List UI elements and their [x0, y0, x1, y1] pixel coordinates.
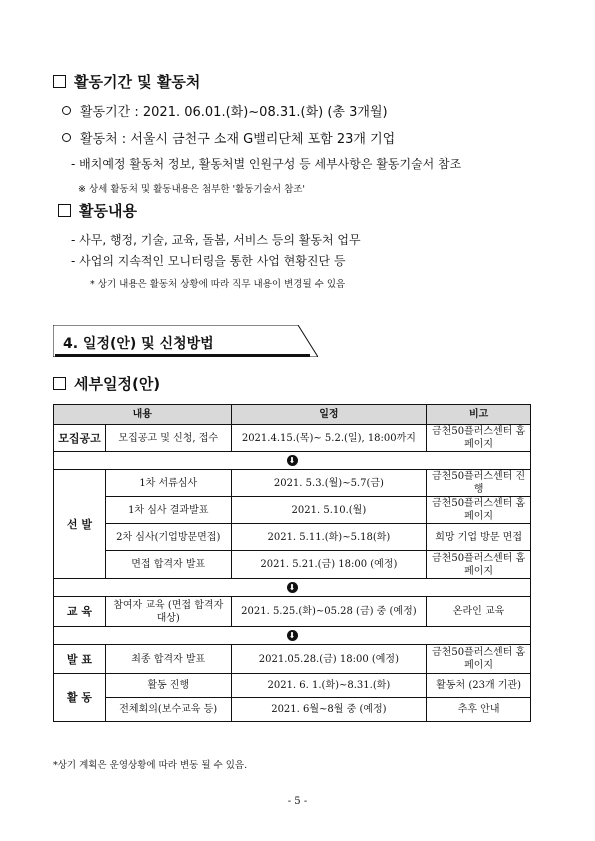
checkbox-square-icon — [58, 204, 71, 217]
content-cell: 1차 심사 결과발표 — [105, 497, 231, 524]
content-cell: 1차 서류심사 — [105, 470, 231, 497]
table-header-row — [54, 405, 531, 425]
category-cell: 모집공고 — [54, 425, 106, 452]
footnote: *상기 계획은 운영상황에 따라 변동 될 수 있음. — [53, 760, 248, 771]
note-cell: 온라인 교육 — [427, 597, 531, 627]
arrow-down-icon: ⬇ — [287, 630, 298, 641]
table-row — [54, 425, 531, 452]
schedule-cell: 2021. 6. 1.(화)~8.31.(화) — [231, 674, 427, 698]
page-number: - 5 - — [287, 796, 308, 807]
note-cell: 금천50플러스센터 홈페이지 — [427, 425, 531, 452]
checkbox-square-icon — [53, 377, 66, 390]
schedule-cell: 2021.4.15.(목)~ 5.2.(일), 18:00까지 — [231, 425, 427, 452]
schedule-cell: 2021. 5.3.(월)~5.7(금) — [231, 470, 427, 497]
activity-place-line: 활동처 : 서울시 금천구 소재 G밸리단체 포함 23개 기업 — [62, 128, 395, 147]
section-heading-schedule: 세부일정(안) — [53, 373, 160, 394]
note-cell: 금천50플러스센터 홈페이지 — [427, 645, 531, 674]
note-cell: 금천50플러스센터 진행 — [427, 470, 531, 497]
content-cell: 참여자 교육 (면접 합격자 대상) — [105, 597, 231, 627]
activity-content-note: * 상기 내용은 활동처 상황에 따라 직무 내용이 변경될 수 있음 — [90, 279, 346, 290]
content-cell: 전체회의(보수교육 등) — [105, 698, 231, 722]
activity-detail-note: - 배치예정 활동처 정보, 활동처별 인원구성 등 세부사항은 활동기술서 참조 — [71, 157, 462, 171]
schedule-cell: 2021. 5.21.(금) 18:00 (예정) — [231, 551, 427, 579]
circle-bullet-icon — [62, 106, 71, 115]
chapter-banner — [53, 325, 318, 357]
schedule-cell: 2021.05.28.(금) 18:00 (예정) — [231, 645, 427, 674]
note-cell: 희망 기업 방문 면접 — [427, 524, 531, 551]
category-cell: 선 발 — [54, 470, 106, 579]
chapter-title: 4. 일정(안) 및 신청방법 — [63, 336, 214, 352]
content-cell: 최종 합격자 발표 — [105, 645, 231, 674]
category-cell: 교 육 — [54, 597, 106, 627]
table-row — [54, 597, 531, 627]
schedule-cell: 2021. 5.25.(화)~05.28 (금) 중 (예정) — [231, 597, 427, 627]
section-heading-activity-content: 활동내용 — [58, 200, 137, 221]
note-cell: 활동처 (23개 기관) — [427, 674, 531, 698]
activity-content-item: - 사업의 지속적인 모니터링을 통한 사업 현황진단 등 — [71, 254, 346, 268]
header-content: 내용 — [54, 405, 232, 425]
arrow-down-icon: ⬇ — [287, 582, 298, 593]
schedule-cell: 2021. 6월~8월 중 (예정) — [231, 698, 427, 722]
content-cell: 모집공고 및 신청, 접수 — [105, 425, 231, 452]
schedule-cell: 2021. 5.11.(화)~5.18(화) — [231, 524, 427, 551]
table-row — [54, 645, 531, 674]
arrow-row — [54, 579, 531, 597]
activity-content-item: - 사무, 행정, 기술, 교육, 돌봄, 서비스 등의 활동처 업무 — [71, 233, 361, 247]
activity-period-line: 활동기간 : 2021. 06.01.(화)~08.31.(화) (총 3개월) — [62, 101, 388, 120]
arrow-down-icon: ⬇ — [287, 455, 298, 466]
table-row — [54, 674, 531, 698]
table-row — [54, 470, 531, 497]
note-cell: 추후 안내 — [427, 698, 531, 722]
section-heading-activity-period: 활동기간 및 활동처 — [53, 71, 200, 92]
content-cell: 면접 합격자 발표 — [105, 551, 231, 579]
arrow-row — [54, 452, 531, 470]
content-cell: 활동 진행 — [105, 674, 231, 698]
arrow-row — [54, 627, 531, 645]
header-schedule: 일정 — [231, 405, 427, 425]
table-row — [54, 524, 531, 551]
checkbox-square-icon — [53, 75, 66, 88]
table-row — [54, 698, 531, 722]
category-cell: 활 동 — [54, 674, 106, 722]
schedule-table — [53, 404, 531, 722]
content-cell: 2차 심사(기업방문면접) — [105, 524, 231, 551]
note-cell: 금천50플러스센터 홈페이지 — [427, 551, 531, 579]
category-cell: 발 표 — [54, 645, 106, 674]
circle-bullet-icon — [62, 133, 71, 142]
activity-reference-note: ※ 상세 활동처 및 활동내용은 첨부한 '활동기술서 참조' — [78, 184, 306, 195]
table-row — [54, 551, 531, 579]
header-note: 비고 — [427, 405, 531, 425]
note-cell: 금천50플러스센터 홈페이지 — [427, 497, 531, 524]
schedule-cell: 2021. 5.10.(월) — [231, 497, 427, 524]
table-row — [54, 497, 531, 524]
